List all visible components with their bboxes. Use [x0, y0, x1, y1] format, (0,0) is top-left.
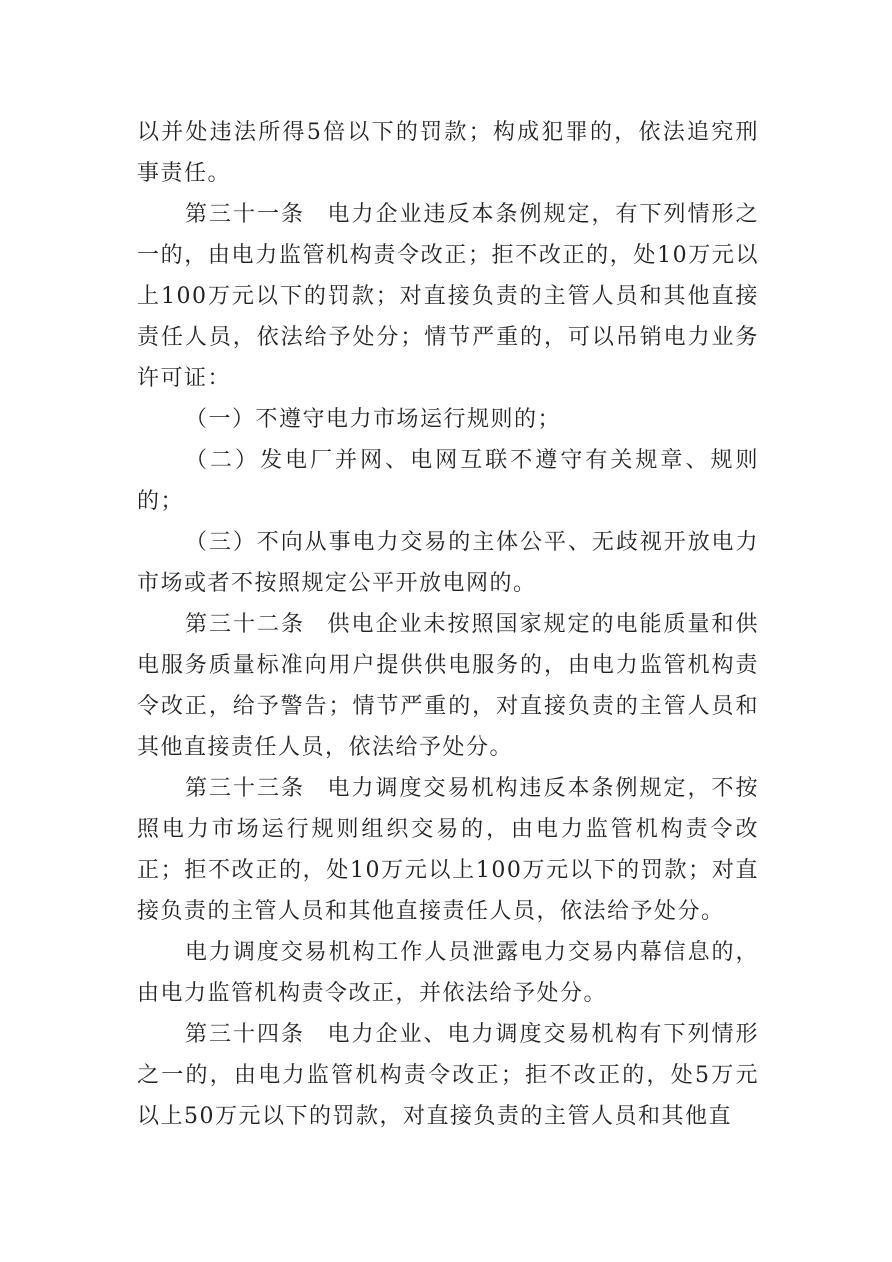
article-31 [137, 194, 759, 399]
article-31-item-3 [137, 522, 759, 604]
article-number: 第三十三条 [185, 776, 305, 801]
paragraph-text: 电力调度交易机构违反本条例规定，不按照电力市场运行规则组织交易的，由电力监管机构责令改正；拒不改正的，处10万元以上100万元以下的罚款；对直接负责的主管人员和其他直接责任人员，依法给予处分。 [137, 776, 759, 924]
paragraph-continuation [137, 112, 759, 194]
list-item-text: （二）发电厂并网、电网互联不遵守有关规章、规则的； [137, 448, 759, 514]
article-34 [137, 1014, 759, 1137]
article-33 [137, 768, 759, 932]
article-number: 第三十二条 [185, 612, 305, 637]
paragraph-text: 电力企业、电力调度交易机构有下列情形之一的，由电力监管机构责令改正；拒不改正的，处5万元以上50万元以下的罚款，对直接负责的主管人员和其他直 [137, 1022, 759, 1129]
article-31-item-1 [137, 399, 759, 440]
paragraph-text: 供电企业未按照国家规定的电能质量和供电服务质量标准向用户提供供电服务的，由电力监管机构责令改正，给予警告；情节严重的，对直接负责的主管人员和其他直接责任人员，依法给予处分。 [137, 612, 759, 760]
article-31-item-2 [137, 440, 759, 522]
article-32 [137, 604, 759, 768]
list-item-text: （三）不向从事电力交易的主体公平、无歧视开放电力市场或者不按照规定公平开放电网的。 [137, 530, 759, 596]
article-33-clause-2 [137, 932, 759, 1014]
document-body [137, 112, 759, 1137]
paragraph-text: 以并处违法所得5倍以下的罚款；构成犯罪的，依法追究刑事责任。 [137, 120, 759, 186]
article-number: 第三十一条 [185, 202, 305, 227]
list-item-text: （一）不遵守电力市场运行规则的； [185, 407, 562, 432]
paragraph-text: 电力调度交易机构工作人员泄露电力交易内幕信息的，由电力监管机构责令改正，并依法给予处分。 [137, 940, 759, 1006]
paragraph-text: 电力企业违反本条例规定，有下列情形之一的，由电力监管机构责令改正；拒不改正的，处10万元以上100万元以下的罚款；对直接负责的主管人员和其他直接责任人员，依法给予处分；情节严重的，可以吊销电力业务许可证： [137, 202, 759, 391]
article-number: 第三十四条 [185, 1022, 305, 1047]
